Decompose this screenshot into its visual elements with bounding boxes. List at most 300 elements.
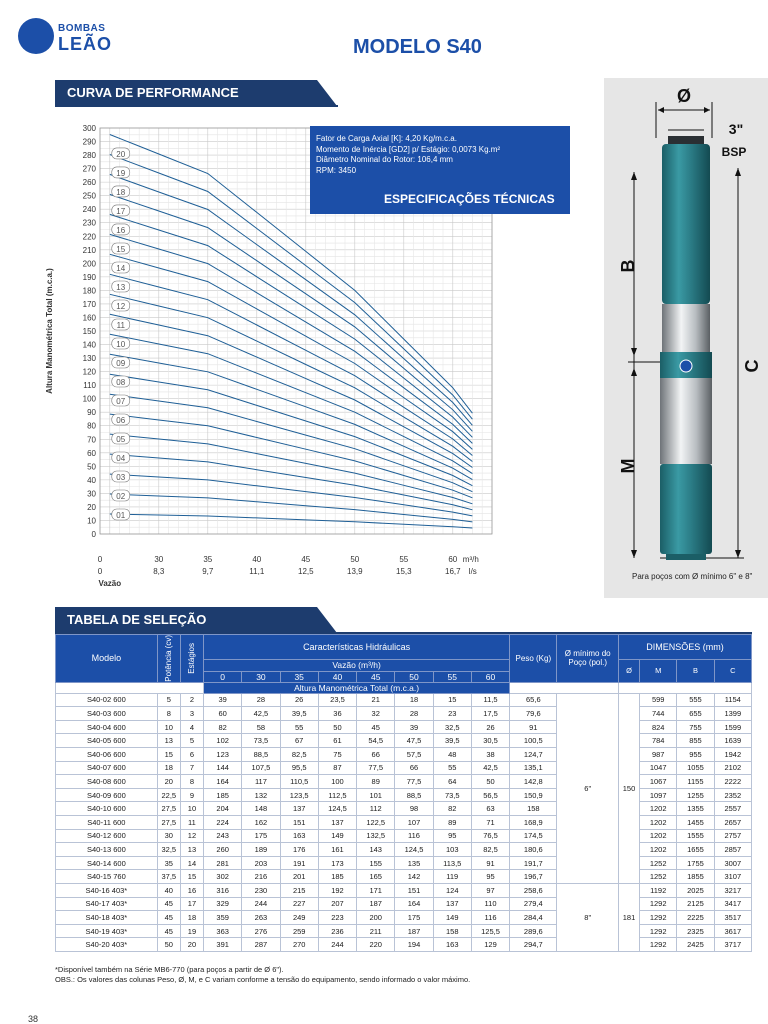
col-estagios: Estágios: [180, 635, 203, 683]
y-tick-label: 220: [82, 232, 96, 242]
cell-peso: 289,6: [510, 924, 557, 938]
cell-b: 1055: [677, 761, 714, 775]
cell-peso: 91: [510, 720, 557, 734]
table-row: [56, 748, 752, 762]
stage-label: 08: [116, 377, 126, 387]
cell-altura: 125,5: [471, 924, 509, 938]
cell-peso: 79,6: [510, 707, 557, 721]
cell-altura: 50: [471, 775, 509, 789]
cell-modelo: S40-11 600: [56, 816, 158, 830]
stage-label: 17: [116, 206, 126, 216]
cell-altura: 263: [242, 911, 280, 925]
cell-m: 1202: [640, 829, 677, 843]
cell-altura: 185: [204, 788, 242, 802]
col-dimensoes: DIMENSÕES (mm): [618, 635, 751, 660]
cell-altura: 88,5: [395, 788, 433, 802]
stage-label: 02: [116, 491, 126, 501]
x-tick-label: 55: [399, 555, 409, 564]
y-tick-label: 50: [87, 462, 96, 472]
cell-altura: 47,5: [395, 734, 433, 748]
cell-peso: 100,5: [510, 734, 557, 748]
cell-altura: 39: [204, 693, 242, 707]
stage-label: 07: [116, 396, 126, 406]
y-tick-label: 90: [87, 408, 96, 418]
cell-estagios: 5: [180, 734, 203, 748]
cell-c: 1639: [714, 734, 751, 748]
note-2: OBS.: Os valores das colunas Peso, Ø, M, e C variam conforme a tensão do equipamento, sendo informado o valor máximo.: [55, 975, 471, 984]
cell-altura: 95,5: [280, 761, 318, 775]
cell-altura: 151: [395, 884, 433, 898]
cell-altura: 176: [280, 843, 318, 857]
cell-modelo: S40-17 403*: [56, 897, 158, 911]
cell-altura: 142: [395, 870, 433, 884]
table-row: [56, 938, 752, 952]
cell-altura: 203: [242, 856, 280, 870]
x-tick-label: 12,5: [298, 567, 314, 576]
cell-potencia: 15: [157, 748, 180, 762]
cell-modelo: S40-16 403*: [56, 884, 158, 898]
y-tick-label: 110: [83, 381, 96, 391]
cell-peso: 284,4: [510, 911, 557, 925]
cell-peso: 65,6: [510, 693, 557, 707]
cell-altura: 39,5: [280, 707, 318, 721]
cell-altura: 11,5: [471, 693, 509, 707]
y-tick-label: 200: [82, 259, 96, 269]
cell-potencia: 13: [157, 734, 180, 748]
cell-altura: 207: [318, 897, 356, 911]
stage-label: 14: [116, 263, 126, 273]
cell-altura: 50: [318, 720, 356, 734]
cell-b: 955: [677, 748, 714, 762]
cell-altura: 73,5: [433, 788, 471, 802]
cell-potencia: 20: [157, 775, 180, 789]
flow-col: 0: [204, 671, 242, 682]
cell-peso: 168,9: [510, 816, 557, 830]
cell-estagios: 10: [180, 802, 203, 816]
cell-altura: 276: [242, 924, 280, 938]
cell-altura: 270: [280, 938, 318, 952]
cell-altura: 61: [318, 734, 356, 748]
x-tick-label: 35: [203, 555, 213, 564]
cell-altura: 243: [204, 829, 242, 843]
cell-altura: 15: [433, 693, 471, 707]
cell-peso: 135,1: [510, 761, 557, 775]
cell-modelo: S40-19 403*: [56, 924, 158, 938]
y-tick-label: 260: [82, 178, 96, 188]
cell-peso: 174,5: [510, 829, 557, 843]
cell-c: 3007: [714, 856, 751, 870]
cell-estagios: 13: [180, 843, 203, 857]
table-row: [56, 802, 752, 816]
cell-modelo: S40-02 600: [56, 693, 158, 707]
y-tick-label: 270: [82, 164, 96, 174]
curve-stage-04: [110, 454, 473, 510]
col-poco: Ø mínimo do Poço (pol.): [557, 635, 618, 683]
cell-potencia: 32,5: [157, 843, 180, 857]
col-peso: Peso (Kg): [510, 635, 557, 683]
cell-altura: 42,5: [242, 707, 280, 721]
cell-c: 3717: [714, 938, 751, 952]
stage-label: 05: [116, 434, 126, 444]
cell-altura: 82: [433, 802, 471, 816]
table-row: [56, 884, 752, 898]
cell-potencia: 10: [157, 720, 180, 734]
stage-label: 11: [116, 320, 125, 330]
y-tick-label: 120: [82, 367, 96, 377]
cell-b: 855: [677, 734, 714, 748]
cell-m: 824: [640, 720, 677, 734]
spec-line-3: Diâmetro Nominal do Rotor: 106,4 mm: [316, 155, 453, 164]
cell-altura: 77,5: [395, 775, 433, 789]
cell-b: 1655: [677, 843, 714, 857]
page-number: 38: [28, 1014, 39, 1024]
cell-peso: 294,7: [510, 938, 557, 952]
cell-c: 1599: [714, 720, 751, 734]
cell-potencia: 45: [157, 924, 180, 938]
cell-estagios: 17: [180, 897, 203, 911]
cell-altura: 137: [318, 816, 356, 830]
table-row: [56, 761, 752, 775]
spec-title: ESPECIFICAÇÕES TÉCNICAS: [384, 192, 555, 206]
cell-altura: 143: [357, 843, 395, 857]
cell-altura: 194: [395, 938, 433, 952]
cell-altura: 64: [433, 775, 471, 789]
cell-altura: 132: [242, 788, 280, 802]
y-tick-label: 40: [87, 475, 96, 485]
dim-phi-label: Ø: [676, 86, 692, 106]
cell-c: 2352: [714, 788, 751, 802]
y-tick-label: 230: [82, 218, 96, 228]
cell-altura: 236: [318, 924, 356, 938]
cell-peso: 196,7: [510, 870, 557, 884]
y-tick-label: 140: [82, 340, 96, 350]
y-tick-label: 170: [82, 299, 96, 309]
x-tick-label: 16,7: [445, 567, 461, 576]
curve-stage-03: [110, 474, 473, 516]
cell-altura: 77,5: [357, 761, 395, 775]
cell-b: 2025: [677, 884, 714, 898]
stage-label: 04: [116, 453, 126, 463]
dim-m-label: M: [618, 458, 638, 474]
x-unit-label: m³/h: [462, 555, 479, 564]
cell-c: 3417: [714, 897, 751, 911]
cell-altura: 17,5: [471, 707, 509, 721]
cell-altura: 249: [280, 911, 318, 925]
cell-estagios: 3: [180, 707, 203, 721]
flow-col: 55: [433, 671, 471, 682]
table-row: [56, 693, 752, 707]
flow-col: 50: [395, 671, 433, 682]
cell-peso: 142,8: [510, 775, 557, 789]
flow-col: 30: [242, 671, 280, 682]
cell-estagios: 2: [180, 693, 203, 707]
cell-altura: 63: [471, 802, 509, 816]
cell-altura: 32,5: [433, 720, 471, 734]
cell-altura: 175: [242, 829, 280, 843]
cell-b: 755: [677, 720, 714, 734]
cell-m: 744: [640, 707, 677, 721]
cell-estagios: 6: [180, 748, 203, 762]
cell-altura: 144: [204, 761, 242, 775]
cell-altura: 259: [280, 924, 318, 938]
stage-label: 19: [116, 168, 126, 178]
cell-altura: 149: [433, 911, 471, 925]
cell-altura: 162: [242, 816, 280, 830]
cell-altura: 66: [357, 748, 395, 762]
cell-altura: 107: [395, 816, 433, 830]
cell-altura: 39,5: [433, 734, 471, 748]
cell-potencia: 45: [157, 897, 180, 911]
col-altura: Altura Manométrica Total (m.c.a.): [204, 682, 510, 693]
cell-poco: 6": [557, 693, 618, 883]
flow-col: 40: [318, 671, 356, 682]
cell-altura: 21: [357, 693, 395, 707]
cell-b: 1855: [677, 870, 714, 884]
y-tick-label: 130: [82, 354, 96, 364]
cell-altura: 191: [280, 856, 318, 870]
cell-altura: 211: [357, 924, 395, 938]
x-tick-label: 30: [154, 555, 164, 564]
cell-potencia: 30: [157, 829, 180, 843]
table-row: [56, 775, 752, 789]
cell-altura: 223: [318, 911, 356, 925]
note-1: *Disponível também na Série MB6-770 (para poços a partir de Ø 6").: [55, 965, 284, 974]
table-row: [56, 897, 752, 911]
cell-b: 2325: [677, 924, 714, 938]
cell-altura: 151: [280, 816, 318, 830]
section-divider: [55, 105, 338, 107]
cell-altura: 97: [471, 884, 509, 898]
cell-c: 3517: [714, 911, 751, 925]
pump-photo-panel: [604, 78, 768, 598]
cell-modelo: S40-04 600: [56, 720, 158, 734]
curve-stage-06: [110, 414, 473, 498]
cell-altura: 119: [433, 870, 471, 884]
cell-phi: 181: [618, 884, 639, 952]
y-tick-label: 70: [87, 435, 96, 445]
cell-peso: 158: [510, 802, 557, 816]
cell-altura: 87: [318, 761, 356, 775]
cell-c: 2657: [714, 816, 751, 830]
cell-modelo: S40-15 760: [56, 870, 158, 884]
cell-m: 1047: [640, 761, 677, 775]
stage-label: 01: [116, 510, 126, 520]
stage-label: 13: [116, 282, 126, 292]
x-unit-label: l/s: [468, 567, 477, 576]
cell-m: 1192: [640, 884, 677, 898]
y-tick-label: 280: [82, 151, 96, 161]
cell-altura: 216: [242, 870, 280, 884]
y-tick-label: 160: [82, 313, 96, 323]
cell-altura: 117: [242, 775, 280, 789]
col-potencia: Potência (cv): [157, 635, 180, 683]
cell-altura: 57,5: [395, 748, 433, 762]
cell-modelo: S40-05 600: [56, 734, 158, 748]
cell-altura: 56,5: [471, 788, 509, 802]
cell-altura: 66: [395, 761, 433, 775]
cell-b: 2225: [677, 911, 714, 925]
stage-label: 20: [116, 149, 126, 159]
cell-modelo: S40-10 600: [56, 802, 158, 816]
cell-estagios: 16: [180, 884, 203, 898]
col-vazao: Vazão (m³/h): [204, 660, 510, 672]
dim-thread-label: 3": [728, 121, 744, 137]
stage-label: 06: [116, 415, 126, 425]
cell-altura: 39: [395, 720, 433, 734]
cell-altura: 75: [318, 748, 356, 762]
cell-potencia: 18: [157, 761, 180, 775]
table-row: [56, 829, 752, 843]
dim-bsp-label: BSP: [721, 145, 747, 159]
cell-potencia: 40: [157, 884, 180, 898]
table-row: [56, 816, 752, 830]
cell-b: 2425: [677, 938, 714, 952]
cell-altura: 26: [280, 693, 318, 707]
y-tick-label: 0: [91, 530, 96, 539]
cell-altura: 124,5: [395, 843, 433, 857]
cell-b: 1555: [677, 829, 714, 843]
dim-col-c: C: [714, 660, 751, 683]
y-tick-label: 210: [82, 245, 96, 255]
x-tick-label: 15,3: [396, 567, 412, 576]
cell-altura: 135: [395, 856, 433, 870]
cell-c: 3617: [714, 924, 751, 938]
cell-altura: 329: [204, 897, 242, 911]
cell-altura: 58: [242, 720, 280, 734]
cell-altura: 116: [395, 829, 433, 843]
cell-altura: 113,5: [433, 856, 471, 870]
cell-altura: 30,5: [471, 734, 509, 748]
cell-altura: 28: [395, 707, 433, 721]
cell-altura: 192: [318, 884, 356, 898]
x-tick-label: 11,1: [249, 567, 265, 576]
cell-altura: 91: [471, 856, 509, 870]
cell-c: 2102: [714, 761, 751, 775]
x-tick-label: 13,9: [347, 567, 363, 576]
cell-peso: 258,6: [510, 884, 557, 898]
cell-b: 1155: [677, 775, 714, 789]
cell-estagios: 20: [180, 938, 203, 952]
cell-altura: 163: [280, 829, 318, 843]
cell-altura: 60: [204, 707, 242, 721]
cell-m: 1097: [640, 788, 677, 802]
cell-altura: 161: [318, 843, 356, 857]
cell-phi: 150: [618, 693, 639, 883]
stage-label: 12: [116, 301, 126, 311]
cell-altura: 95: [471, 870, 509, 884]
curve-stage-12: [110, 294, 473, 461]
photo-caption: Para poços com Ø mínimo 6" e 8": [632, 572, 753, 581]
y-tick-label: 60: [87, 448, 96, 458]
cell-potencia: 45: [157, 911, 180, 925]
cell-potencia: 50: [157, 938, 180, 952]
y-tick-label: 150: [82, 327, 96, 336]
cell-potencia: 27,5: [157, 816, 180, 830]
cell-altura: 88,5: [242, 748, 280, 762]
cell-altura: 48: [433, 748, 471, 762]
x-tick-label: 40: [252, 555, 262, 564]
cell-altura: 215: [280, 884, 318, 898]
cell-altura: 89: [433, 816, 471, 830]
cell-altura: 260: [204, 843, 242, 857]
cell-modelo: S40-09 600: [56, 788, 158, 802]
cell-altura: 204: [204, 802, 242, 816]
cell-altura: 220: [357, 938, 395, 952]
cell-potencia: 22,5: [157, 788, 180, 802]
cell-modelo: S40-14 600: [56, 856, 158, 870]
cell-altura: 82: [204, 720, 242, 734]
pump-motor: [660, 378, 712, 464]
cell-c: 1399: [714, 707, 751, 721]
cell-altura: 391: [204, 938, 242, 952]
cell-altura: 281: [204, 856, 242, 870]
cell-altura: 102: [204, 734, 242, 748]
cell-altura: 18: [395, 693, 433, 707]
cell-m: 1292: [640, 897, 677, 911]
performance-section-title: CURVA DE PERFORMANCE: [55, 80, 317, 106]
cell-m: 784: [640, 734, 677, 748]
cell-altura: 230: [242, 884, 280, 898]
cell-altura: 164: [395, 897, 433, 911]
cell-estagios: 14: [180, 856, 203, 870]
cell-altura: 67: [280, 734, 318, 748]
lion-logo-icon: [18, 18, 54, 54]
cell-m: 1067: [640, 775, 677, 789]
cell-peso: 191,7: [510, 856, 557, 870]
cell-altura: 112: [357, 802, 395, 816]
cell-altura: 200: [357, 911, 395, 925]
cell-b: 1755: [677, 856, 714, 870]
cell-peso: 124,7: [510, 748, 557, 762]
cell-altura: 28: [242, 693, 280, 707]
cell-estagios: 19: [180, 924, 203, 938]
cell-altura: 82,5: [471, 843, 509, 857]
x-axis-label: Vazão: [98, 579, 122, 588]
pump-hydraulic-section: [662, 144, 710, 304]
cell-estagios: 9: [180, 788, 203, 802]
table-notes: [55, 965, 470, 985]
pump-screen: [662, 304, 710, 352]
dim-c-label: C: [742, 359, 762, 373]
dim-col-m: M: [640, 660, 677, 683]
spec-line-2: Momento de Inércia [GD2] p/ Estágio: 0,0073 Kg.m²: [316, 144, 501, 154]
cell-c: 1942: [714, 748, 751, 762]
stage-label: 16: [116, 225, 126, 235]
cell-altura: 55: [280, 720, 318, 734]
stage-label: 15: [116, 244, 126, 254]
cell-altura: 155: [357, 856, 395, 870]
selection-table: [55, 634, 752, 952]
pump-diagram: [604, 78, 768, 598]
flow-col: 45: [357, 671, 395, 682]
col-modelo: Modelo: [56, 635, 158, 683]
stage-label: 10: [116, 339, 126, 349]
cell-estagios: 12: [180, 829, 203, 843]
cell-altura: 124,5: [318, 802, 356, 816]
y-tick-label: 300: [82, 124, 96, 133]
cell-altura: 148: [242, 802, 280, 816]
cell-altura: 107,5: [242, 761, 280, 775]
cell-altura: 158: [433, 924, 471, 938]
cell-altura: 110: [471, 897, 509, 911]
cell-altura: 171: [357, 884, 395, 898]
cell-altura: 26: [471, 720, 509, 734]
cell-altura: 185: [318, 870, 356, 884]
cell-c: 3107: [714, 870, 751, 884]
pump-motor-base: [660, 464, 712, 554]
cell-altura: 123: [204, 748, 242, 762]
cell-altura: 137: [433, 897, 471, 911]
